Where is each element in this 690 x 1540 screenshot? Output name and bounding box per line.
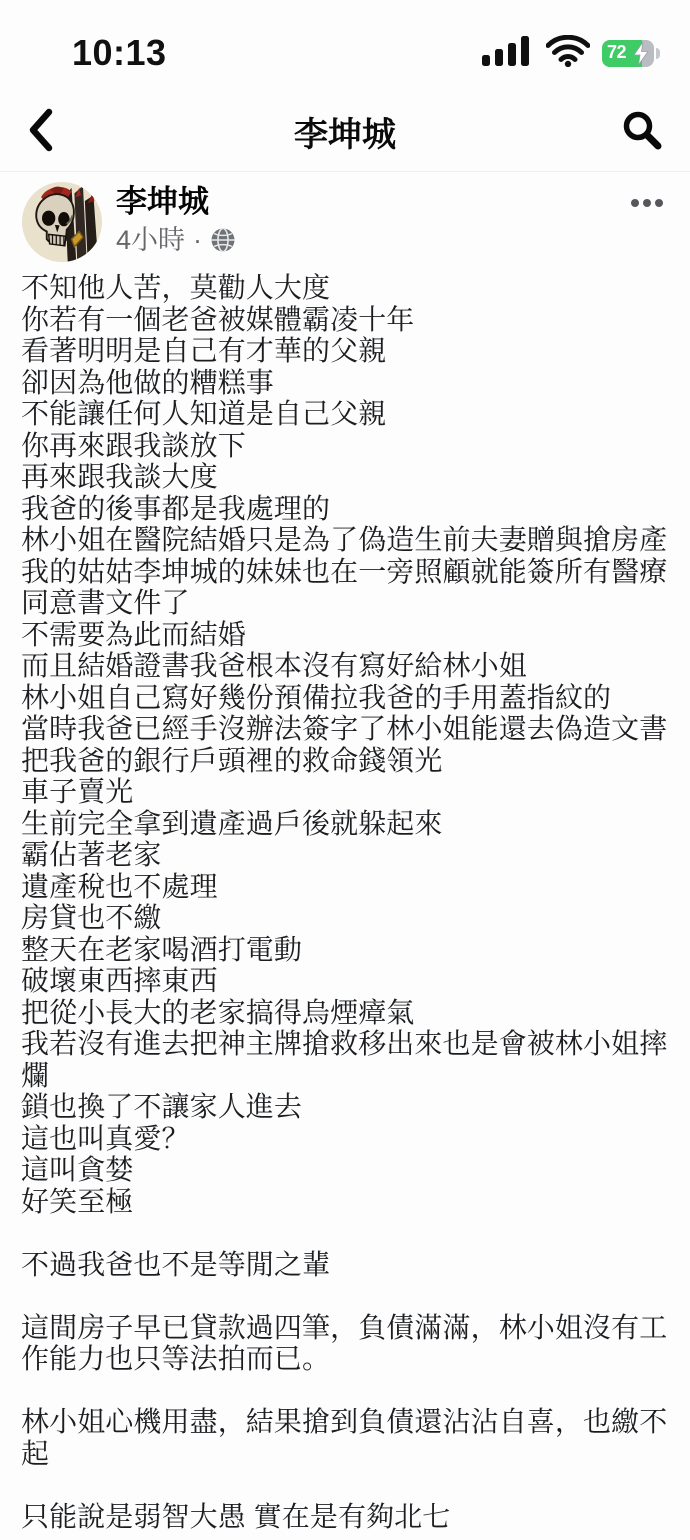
post-text-line: 把我爸的銀行戶頭裡的救命錢領光 [21, 744, 443, 776]
post-text-line: 你再來跟我談放下 [21, 429, 246, 461]
status-icons [482, 35, 660, 72]
post-text-line: 再來跟我談大度 [21, 461, 218, 492]
post-text-line: 好笑至極 [21, 1185, 134, 1217]
post-menu-button[interactable] [626, 182, 668, 225]
page-title: 李坤城 [294, 116, 396, 154]
battery-icon [602, 40, 660, 67]
post-text-line: 把從小長大的老家搞得烏煙瘴氣 [21, 996, 415, 1028]
search-button[interactable] [620, 108, 664, 155]
post-text-line: 車子賣光 [21, 776, 134, 807]
status-bar [0, 0, 690, 92]
post-text-line: 當時我爸已經手沒辦法簽字了林小姐能還去偽造文書 [21, 713, 668, 744]
back-button[interactable] [26, 107, 54, 156]
post-text-line: 遺產稅也不處理 [21, 870, 218, 902]
post-text-line: 不知他人苦，莫勸人大度 [21, 272, 331, 303]
post-text-line: 不需要為此而結婚 [21, 618, 246, 650]
ellipsis-icon [630, 196, 664, 211]
search-icon [620, 108, 664, 155]
post-text-line: 看著明明是自己有才華的父親 [21, 335, 387, 366]
post-text-line: 卻因為他做的糟糕事 [21, 366, 274, 398]
post-text-line: 林小姐心機用盡，結果搶到負債還沾沾自喜，也繳不 [21, 1406, 668, 1437]
battery-tip [656, 48, 660, 59]
post-text-line: 我若沒有進去把神主牌搶救移出來也是會被林小姐摔 [21, 1028, 668, 1059]
post-text-line: 不能讓任何人知道是自己父親 [21, 398, 387, 429]
post-text-line: 這也叫真愛？ [21, 1122, 190, 1154]
battery-percent: 72 [607, 42, 627, 63]
post-text-line: 房貸也不繳 [21, 902, 162, 933]
post-blank-line [21, 1375, 670, 1407]
post-blank-line [21, 1280, 670, 1312]
avatar[interactable] [22, 182, 102, 262]
post-subline [116, 226, 236, 254]
charging-bolt-icon [633, 42, 649, 65]
post-text-line: 而且結婚證書我爸根本沒有寫好給林小姐 [21, 650, 527, 681]
post-text-line: 生前完全拿到遺產過戶後就躲起來 [21, 807, 443, 839]
skull-artwork-icon [22, 249, 102, 262]
post-text-line: 同意書文件了 [21, 587, 190, 618]
post-text-line: 只能說是弱智大愚 實在是有夠北七 [21, 1500, 451, 1532]
author-name[interactable]: 李坤城 [116, 184, 209, 219]
status-time: 10:13 [72, 32, 167, 73]
post-meta [116, 182, 236, 254]
nav-bar [0, 92, 690, 172]
post-blank-line [21, 1469, 670, 1501]
post-timestamp: 4小時 [116, 225, 186, 255]
post-text-line: 林小姐自己寫好幾份預備拉我爸的手用蓋指紋的 [21, 681, 612, 713]
globe-icon [210, 227, 236, 253]
post-text-line: 整天在老家喝酒打電動 [21, 933, 303, 965]
post-text-line: 我爸的後事都是我處理的 [21, 492, 331, 524]
post-text-line: 林小姐在醫院結婚只是為了偽造生前夫妻贈與搶房產 [21, 524, 668, 555]
post-text-line: 我的姑姑李坤城的妹妹也在一旁照顧就能簽所有醫療 [21, 555, 668, 587]
post-text-line: 你若有一個老爸被媒體霸凌十年 [21, 303, 415, 335]
wifi-icon [546, 35, 590, 72]
post-text-line: 作能力也只等法拍而已。 [21, 1343, 331, 1374]
post-text-line: 鎖也換了不讓家人進去 [21, 1091, 303, 1122]
post-blank-line [21, 1217, 670, 1249]
chevron-left-icon [26, 107, 54, 156]
cellular-signal-icon [482, 35, 534, 72]
post-text-line: 爛 [21, 1059, 50, 1091]
post-text-line: 起 [21, 1437, 50, 1469]
post-text-line: 這叫貪婪 [21, 1154, 134, 1185]
post-text-line: 霸佔著老家 [21, 839, 162, 870]
post-text-line: 這間房子早已貸款過四筆，負債滿滿，林小姐沒有工 [21, 1311, 668, 1343]
post-text-line: 不過我爸也不是等閒之輩 [21, 1248, 331, 1280]
post-header [0, 172, 690, 268]
post-text-line: 破壞東西摔東西 [21, 965, 218, 996]
post [0, 172, 690, 1532]
dot-separator: · [193, 225, 203, 255]
post-body [0, 268, 690, 1532]
